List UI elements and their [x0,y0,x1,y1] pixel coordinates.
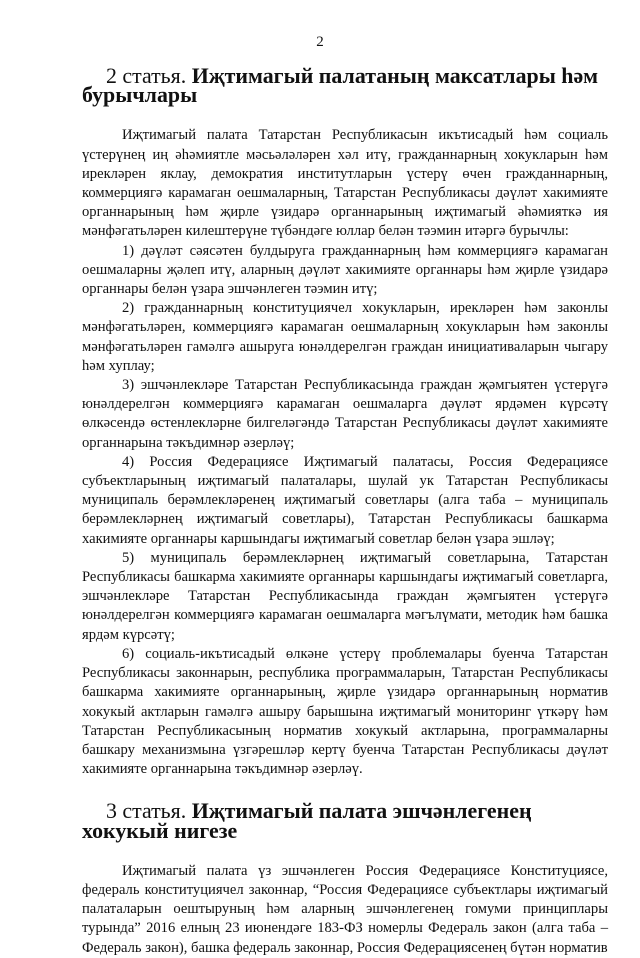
article-3-title: Иҗтимагый палата эшчәнлегенең хокукый нигезе [82,798,532,843]
article-2-heading [82,63,608,108]
article-2-item-1: 1) дәүләт сәясәтен булдыруга гражданнарның һәм коммерциягә карамаган оешмаларны җәлеп итү, аларның дәүләт хакимияте органнары һәм җирле үзидарә органнары белән үзара эшчәнлеген тәэмин итү; [82,242,608,298]
document-body [82,64,608,958]
article-2-item-3: 3) эшчәнлекләре Татарстан Республикасында граждан җәмгыятен үстерүгә юнәлдерелгән коммерциягә карамаган оешмаларга дәүләт ярдәмен күрсәтү өлкәсендә өстенлекләрне билгеләгәндә Татарстан Республикасы дәүләт хакимияте органнарына тәкъдимнәр әзерләү; [82,377,608,451]
article-2-intro: Иҗтимагый палата Татарстан Республикасын икътисадый һәм социаль үстерүнең иң әһәмиятле мәсьәләләрен хәл итү, гражданнарның хокукларын һәм ирекләрен яклау, демократия институтларын үстерү өчен гражданнарның, коммерциягә карамаган оешмаларның, Татарстан Республикасы дәүләт хакимияте органнарының һәм җирле үзидарә органнарының иҗтимагый әһәмияткә ия мәнфәгатьләрен килештерүне түбәндәге юллар белән тәэмин итәргә бурычлы: [82,127,608,240]
article-2-label: 2 статья. [106,63,187,88]
article-3-text: Иҗтимагый палата үз эшчәнлеген Россия Федерациясе Конституциясе, федераль конституциячел законнар, “Россия Федерациясе субъектлары иҗтимагый палаталарын оештыруның һәм аларның эшчәнлегенең гомуми принциплары турында” 2016 елның 23 июнендәге 183-ФЗ номерлы Федераль закон (алга таба – Федераль закон), башка федераль законнар, Россия Федерациясенең бүтән норматив [82,862,608,956]
article-2-item-6: 6) социаль-икътисадый өлкәне үстерү проблемалары буенча Татарстан Республикасы законнарын, республика программаларын, Татарстан Республикасы башкарма хакимияте органнарының, җирле үзидарә органнарының норматив хокукый актларын гамәлгә ашыру барышына иҗтимагый мониторинг үткәрү һәм Татарстан Республикасының норматив хокукый актларына, программаларны башкару механизмына үзгәрешләр кертү буенча Татарстан Республикасы дәүләт хакимияте органнарына тәкъдимнәр әзерләү. [82,645,608,778]
article-3-heading [82,798,608,843]
article-2-item-2: 2) гражданнарның конституциячел хокукларын, ирекләрен һәм законлы мәнфәгатьләрен, коммерциягә карамаган оешмаларның хокукларын һәм законлы мәнфәгатьләрен гамәлгә ашыруга юнәлдерелгән граждан инициативаларын чыгару һәм хуплау; [82,300,608,374]
article-2-item-5: 5) муниципаль берәмлекләрнең иҗтимагый советларына, Татарстан Республикасы башкарма хакимияте органнары каршындагы иҗтимагый советларга, эшчәнлекләре Татарстан Республикасында граждан җәмгыятен үстерүгә юнәлдерелгән коммерциягә карамаган оешмаларга мәгълүмати, методик һәм башка ярдәм күрсәтү; [82,549,608,643]
article-2-item-4: 4) Россия Федерациясе Иҗтимагый палатасы, Россия Федерациясе субъектларының иҗтимагый палаталары, шулай ук Татарстан Республикасы муниципаль берәмлекләренең иҗтимагый советлары (алга таба – муниципаль берәмлекләрнең иҗтимагый советлары), Татарстан Республикасы башкарма хакимияте органнары каршындагы иҗтимагый советлар белән үзара эшләү; [82,453,608,547]
page-number: 2 [316,34,324,50]
article-3-label: 3 статья. [106,798,187,824]
article-2-title: Иҗтимагый палатаның максатлары һәм бурычлары [82,63,599,108]
